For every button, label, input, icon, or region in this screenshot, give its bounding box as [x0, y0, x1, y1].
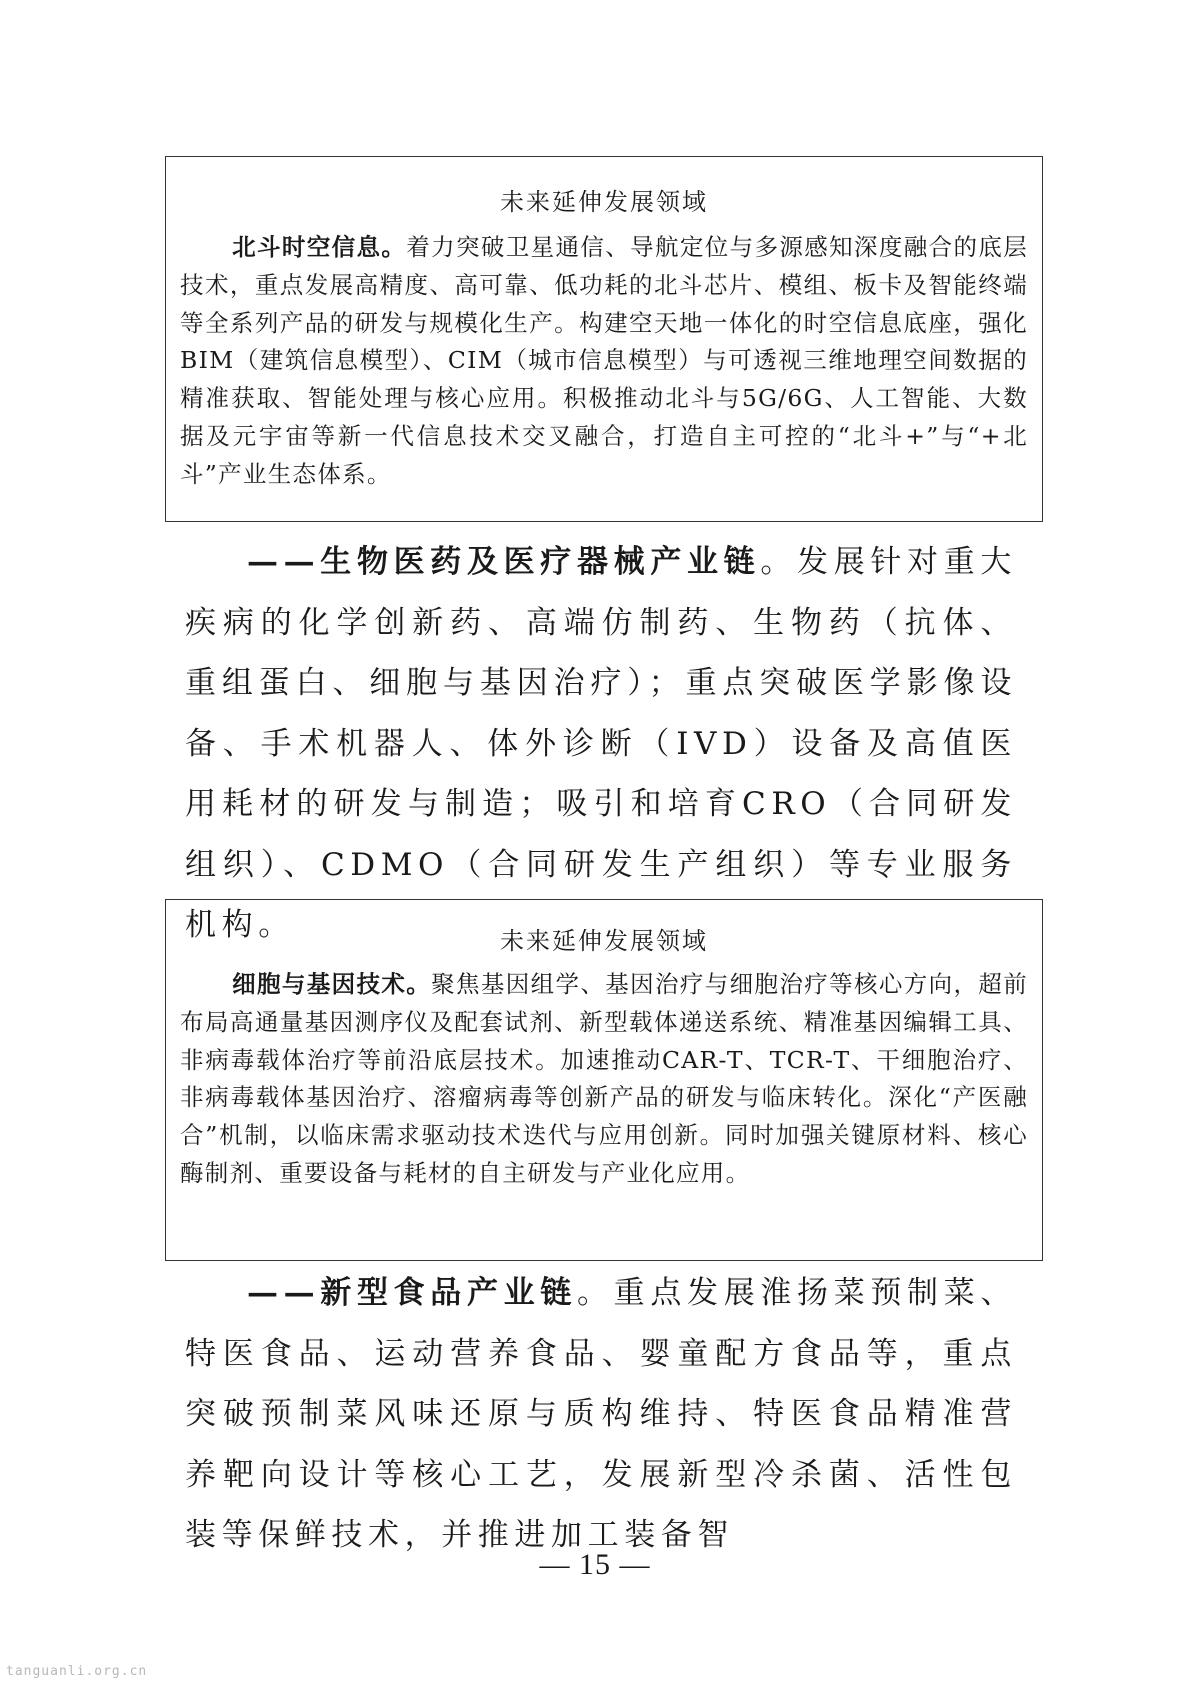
paragraph-lead-heading: ——生物医药及医疗器械产业链 — [247, 544, 761, 580]
future-extension-box-beidou — [165, 156, 1043, 522]
box-body — [180, 966, 1028, 1193]
box-lead-heading: 北斗时空信息。 — [232, 233, 407, 261]
watermark: tanguanli.org.cn — [6, 1664, 148, 1679]
box-body — [180, 229, 1028, 494]
page-number: — 15 — — [539, 1548, 651, 1581]
paragraph-new-food — [185, 1263, 1017, 1566]
box-title: 未来延伸发展领域 — [500, 188, 708, 216]
paragraph-body-text: 。发展针对重大疾病的化学创新药、高端仿制药、生物药（抗体、重组蛋白、细胞与基因治疗）；重点突破医学影像设备、手术机器人、体外诊断（IVD）设备及高值医用耗材的研发与制造；吸引和培育CRO（合同研发组织）、CDMO（合同研发生产组织）等专业服务机构。 — [185, 544, 1017, 943]
paragraph-biomedicine — [185, 532, 1017, 956]
paragraph-lead-heading: ——新型食品产业链 — [247, 1275, 577, 1311]
future-extension-box-cell-gene — [165, 899, 1043, 1261]
box-lead-heading: 细胞与基因技术。 — [232, 970, 432, 998]
box-body-text: 聚焦基因组学、基因治疗与细胞治疗等核心方向，超前布局高通量基因测序仪及配套试剂、新型载体递送系统、精准基因编辑工具、非病毒载体治疗等前沿底层技术。加速推动CAR-T、TCR-T、干细胞治疗、非病毒载体基因治疗、溶瘤病毒等创新产品的研发与临床转化。深化“产医融合”机制，以临床需求驱动技术迭代与应用创新。同时加强关键原材料、核心酶制剂、重要设备与耗材的自主研发与产业化应用。 — [180, 970, 1028, 1187]
box-title: 未来延伸发展领域 — [500, 927, 708, 955]
paragraph-body-text: 。重点发展淮扬菜预制菜、特医食品、运动营养食品、婴童配方食品等，重点突破预制菜风味还原与质构维持、特医食品精准营养靶向设计等核心工艺，发展新型冷杀菌、活性包装等保鲜技术，并推进加工装备智 — [185, 1275, 1018, 1553]
box-body-text: 着力突破卫星通信、导航定位与多源感知深度融合的底层技术，重点发展高精度、高可靠、低功耗的北斗芯片、模组、板卡及智能终端等全系列产品的研发与规模化生产。构建空天地一体化的时空信息底座，强化BIM（建筑信息模型）、CIM（城市信息模型）与可透视三维地理空间数据的精准获取、智能处理与核心应用。积极推动北斗与5G/6G、人工智能、大数据及元宇宙等新一代信息技术交叉融合，打造自主可控的“北斗+”与“+北斗”产业生态体系。 — [180, 233, 1028, 488]
